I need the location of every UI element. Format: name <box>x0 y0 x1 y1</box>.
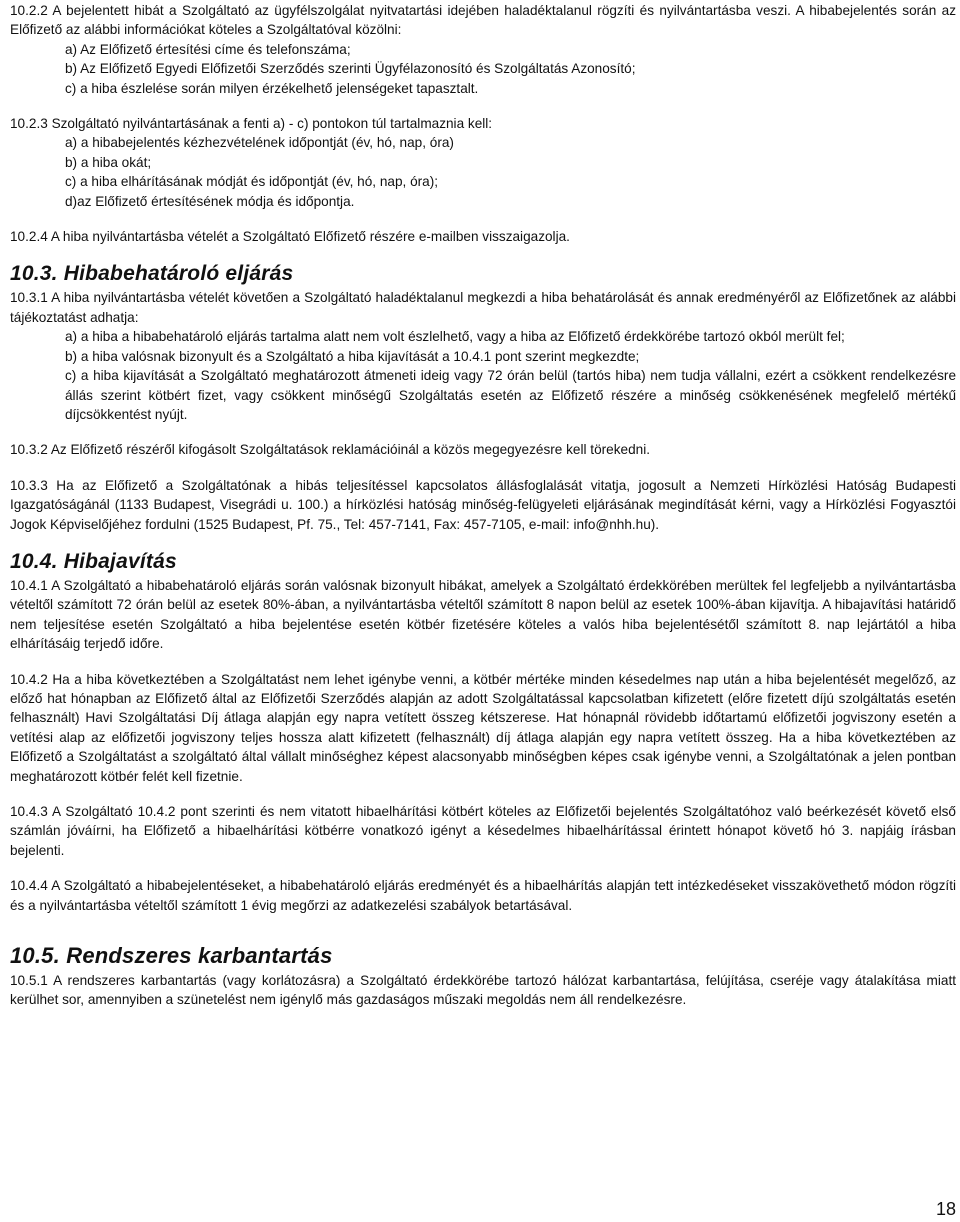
list-item: c) a hiba észlelése során milyen érzékelhető jelenségeket tapasztalt. <box>65 80 479 96</box>
paragraph-10-4-2: 10.4.2 Ha a hiba következtében a Szolgáltatást nem lehet igénybe venni, a kötbér mértéke minden késedelmes nap után a hiba bejelentését megelőző, az előző hat hónapban az Előfizető által az Előfizetői Szerződés alapján az adott Szolgáltatással kapcsolatban kifizetett (előre fizetett díjú szolgáltatás esetén felhasznált) Havi Szolgáltatási Díj átlaga alapján egy napra vetített összeg kétszerese. Hat hónapnál rövidebb időtartamú előfizetői jogviszony esetén a vetítési alap az előfizetői jogviszony teljes hossza alatt kifizetett (felhasznált) díj átlaga alapján egy napra vetített összeg. Ha a hiba következtében az Előfizető a Szolgáltatást a szolgáltató által vállalt minőséghez képest alacsonyabb minőségben képes csak igénybe venni, a Szolgáltatónak a jelen pontban meghatározott kötbér felét kell fizetnie. <box>10 671 956 784</box>
section-10-2 <box>10 1 956 1010</box>
list-item: b) a hiba okát; <box>65 154 152 170</box>
heading-10-5: 10.5. Rendszeres karbantartás <box>10 943 333 969</box>
paragraph-10-4-1: 10.4.1 A Szolgáltató a hibabehatároló eljárás során valósnak bizonyult hibákat, amelyek a Szolgáltató érdekkörében merültek fel legfeljebb a nyilvántartásba vételtől számított 72 órán belül az esetek 80%-ában, a nyilvántartásba vételtől számított 8 napon belül az esetek 100%-ában kijavítja. A hibajavítási határidő nem teljesítése esetén Szolgáltató a hiba bejelentése esetén kötbér fizetésére köteles a valós hiba bejelentésétől számított 8. nap lejártától a hiba elhárításáig terjedő időre. <box>10 577 956 652</box>
paragraph-10-4-3: 10.4.3 A Szolgáltató 10.4.2 pont szerinti és nem vitatott hibaelhárítási kötbért köteles az Előfizetői bejelentés Szolgáltatóhoz való beérkezését követő első számlán jóváírni, ha Előfizető a hibaelhárítási kötbérre vonatkozó igényt a késedelmes hibaelhárítással érintett hónapot követő hó 3. napjáig írásban bejelenti. <box>10 804 956 858</box>
paragraph-10-3-1: 10.3.1 A hiba nyilvántartásba vételét követően a Szolgáltató haladéktalanul megkezdi a hiba behatárolását és annak eredményéről az Előfizetőnek az alábbi tájékoztatást adhatja: <box>10 290 956 325</box>
paragraph-10-4-4: 10.4.4 A Szolgáltató a hibabejelentéseket, a hibabehatároló eljárás eredményét és a hibaelhárítás alapján tett intézkedéseket visszakövethető módon rögzíti és a nyilvántartásba vételtől számított 1 évig megőrzi az adatkezelési szabályok betartásával. <box>10 878 956 913</box>
list-item: c) a hiba elhárításának módját és időpontját (év, hó, nap, óra); <box>65 174 439 190</box>
list-item: a) a hiba a hibabehatároló eljárás tartalma alatt nem volt észlelhető, vagy a hiba az Előfizető érdekkörébe tartozó okból merült fel; <box>65 329 845 345</box>
document-page <box>10 0 956 1222</box>
list-item: a) Az Előfizető értesítési címe és telefonszáma; <box>65 41 351 57</box>
paragraph-10-2-4: 10.2.4 A hiba nyilvántartásba vételét a Szolgáltató Előfizető részére e-mailben visszaigazolja. <box>10 229 570 245</box>
paragraph-10-5-1: 10.5.1 A rendszeres karbantartás (vagy korlátozásra) a Szolgáltató érdekkörébe tartozó hálózat karbantartása, felújítása, cseréje vagy átalakítása miatt kerülhet sor, amennyiben a szünetelést nem igénylő más gazdaságos műszaki megoldás nem áll rendelkezésre. <box>10 973 956 1008</box>
heading-10-4: 10.4. Hibajavítás <box>10 549 177 573</box>
paragraph-10-3-3: 10.3.3 Ha az Előfizető a Szolgáltatónak a hibás teljesítéssel kapcsolatos állásfoglalását vitatja, jogosult a Nemzeti Hírközlési Hatóság Budapesti Igazgatóságánál (1133 Budapest, Visegrádi u. 100.) a hírközlési hatóság minőség-felügyeleti eljárásának megindítását kérni, vagy a Hírközlési Fogyasztói Jogok Képviselőjéhez fordulni (1525 Budapest, Pf. 75., Tel: 457-7141, Fax: 457-7105, e-mail: info@nhh.hu). <box>10 477 956 532</box>
paragraph-10-2-2: 10.2.2 A bejelentett hibát a Szolgáltató az ügyfélszolgálat nyitvatartási idejében haladéktalanul rögzíti és nyilvántartásba veszi. A hibabejelentés során az Előfizető az alábbi információkat köteles a Szolgáltatóval közölni: <box>10 3 956 38</box>
heading-10-3: 10.3. Hibabehatároló eljárás <box>10 262 294 286</box>
list-item: d)az Előfizető értesítésének módja és időpontja. <box>65 193 355 209</box>
page-number: 18 <box>935 1199 956 1219</box>
list-item: a) a hibabejelentés kézhezvételének időpontját (év, hó, nap, óra) <box>65 135 454 151</box>
paragraph-10-3-2: 10.3.2 Az Előfizető részéről kifogásolt Szolgáltatások reklamációinál a közös megegyezésre kell törekedni. <box>10 442 650 458</box>
list-item: b) Az Előfizető Egyedi Előfizetői Szerződés szerinti Ügyfélazonosító és Szolgáltatás Azonosító; <box>65 61 636 77</box>
paragraph-10-2-3: 10.2.3 Szolgáltató nyilvántartásának a fenti a) - c) pontokon túl tartalmaznia kell: <box>10 116 493 132</box>
list-item: b) a hiba valósnak bizonyult és a Szolgáltató a hiba kijavítását a 10.4.1 pont szerint megkezdte; <box>65 348 640 364</box>
list-item: c) a hiba kijavítását a Szolgáltató meghatározott átmeneti ideig vagy 72 órán belül (tartós hiba) nem tudja vállalni, ezért a csökkent rendelkezésre állás szerint kötbért fizet, vagy csökkent minőségű Szolgáltatás esetén az Előfizető részére a minőség csökkenésének megfelelő mértékű díjcsökkentést nyújt. <box>65 368 956 422</box>
